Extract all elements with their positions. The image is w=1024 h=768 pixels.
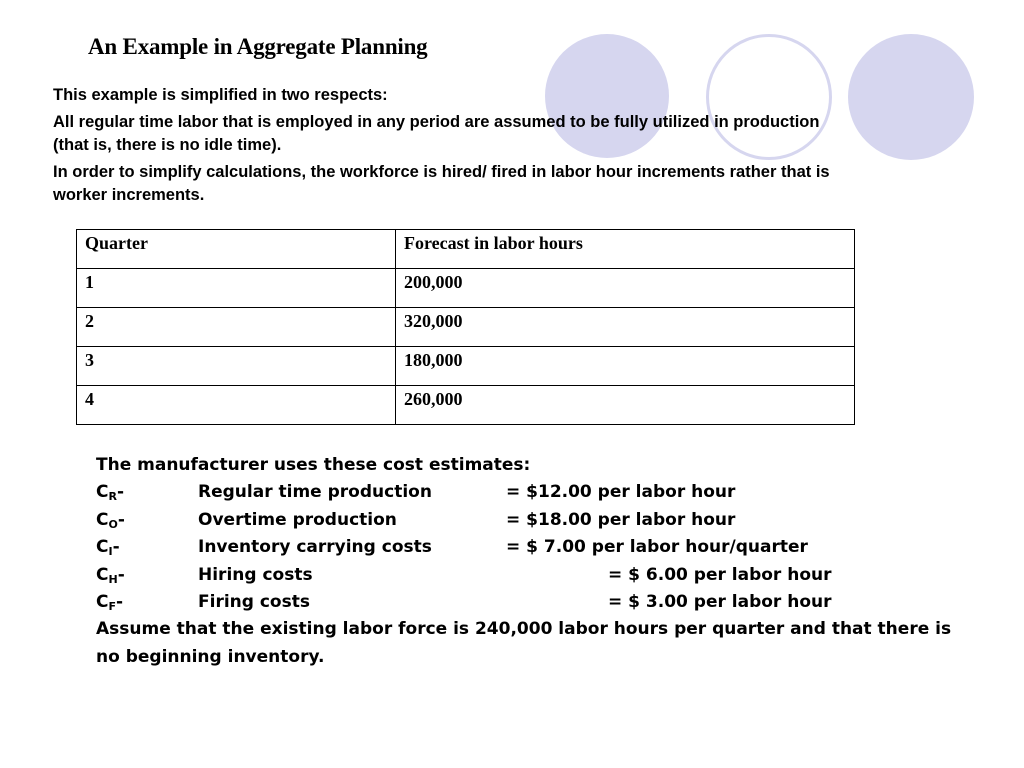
forecast-cell: 200,000 bbox=[396, 269, 855, 308]
quarter-cell: 4 bbox=[77, 386, 396, 425]
cost-value: = $12.00 per labor hour bbox=[506, 482, 736, 503]
table-row bbox=[77, 347, 855, 386]
intro-text bbox=[53, 84, 853, 211]
quarter-cell: 2 bbox=[77, 308, 396, 347]
cost-estimates bbox=[96, 452, 976, 671]
decorative-circle-filled bbox=[848, 34, 974, 160]
cost-item-regular bbox=[96, 479, 976, 506]
cost-description: Overtime production bbox=[198, 509, 397, 530]
intro-paragraph: This example is simplified in two respects: bbox=[53, 86, 388, 104]
cost-description: Inventory carrying costs bbox=[198, 537, 432, 558]
cost-item-inventory bbox=[96, 534, 976, 561]
cost-symbol: $C_O-$ bbox=[96, 509, 125, 531]
cost-item-firing bbox=[96, 589, 976, 616]
cost-value: = $ 6.00 per labor hour bbox=[608, 564, 832, 585]
cost-value: = $18.00 per labor hour bbox=[506, 509, 736, 530]
forecast-cell: 180,000 bbox=[396, 347, 855, 386]
column-header-quarter: Quarter bbox=[77, 230, 396, 269]
forecast-cell: 260,000 bbox=[396, 386, 855, 425]
cost-symbol: $C_F-$ bbox=[96, 592, 124, 614]
cost-symbol: $C_R-$ bbox=[96, 482, 125, 504]
cost-description: Hiring costs bbox=[198, 564, 313, 585]
cost-item-overtime bbox=[96, 507, 976, 534]
cost-symbol: $C_H-$ bbox=[96, 564, 125, 586]
table-header-row bbox=[77, 230, 855, 269]
cost-item-hiring bbox=[96, 562, 976, 589]
cost-value: = $ 3.00 per labor hour bbox=[608, 592, 832, 613]
assumption-text: Assume that the existing labor force is 240,000 labor hours per quarter and that there is no beginning inventory. bbox=[96, 619, 952, 667]
forecast-table bbox=[76, 229, 855, 425]
column-header-forecast: Forecast in labor hours bbox=[396, 230, 855, 269]
slide-title: An Example in Aggregate Planning bbox=[88, 34, 428, 59]
table-row bbox=[77, 386, 855, 425]
cost-description: Firing costs bbox=[198, 592, 310, 613]
cost-description: Regular time production bbox=[198, 482, 432, 503]
quarter-cell: 3 bbox=[77, 347, 396, 386]
table-row bbox=[77, 269, 855, 308]
cost-intro: The manufacturer uses these cost estimates: bbox=[96, 455, 531, 475]
quarter-cell: 1 bbox=[77, 269, 396, 308]
intro-paragraph: In order to simplify calculations, the workforce is hired/ fired in labor hour increments rather that is worker increments. bbox=[53, 163, 830, 204]
forecast-cell: 320,000 bbox=[396, 308, 855, 347]
table-row bbox=[77, 308, 855, 347]
intro-paragraph: All regular time labor that is employed in any period are assumed to be fully utilized in production (that is, there is no idle time). bbox=[53, 113, 820, 154]
cost-symbol: $C_I-$ bbox=[96, 537, 120, 559]
cost-value: = $ 7.00 per labor hour/quarter bbox=[506, 537, 808, 558]
